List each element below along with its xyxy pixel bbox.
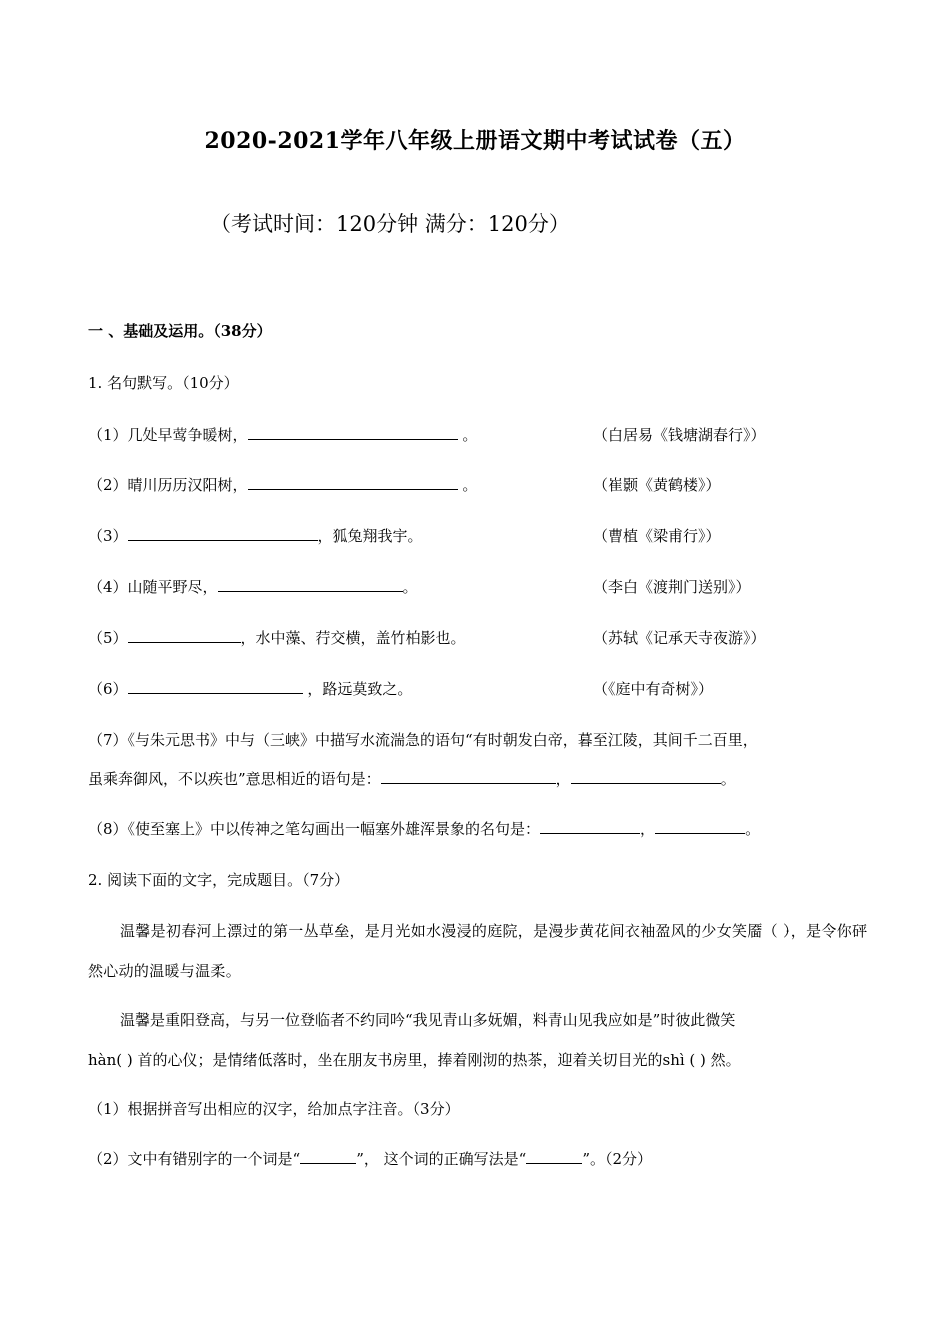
q1-item-3	[88, 525, 868, 546]
item-text: ，	[555, 770, 571, 788]
item-text: 。	[720, 770, 736, 788]
answer-blank[interactable]	[218, 577, 403, 592]
item-text: ，	[640, 820, 656, 838]
answer-blank[interactable]	[248, 475, 458, 490]
answer-blank[interactable]	[128, 679, 303, 694]
item-text: ，路远莫致之。	[302, 680, 413, 698]
answer-blank[interactable]	[540, 819, 640, 834]
answer-blank[interactable]	[300, 1149, 356, 1164]
q1-item-6	[88, 678, 868, 699]
item-text: （2）文中有错别字的一个词是“	[88, 1150, 301, 1168]
item-text: 。	[462, 426, 478, 444]
item-text: （8）《使至塞上》中以传神之笔勾画出一幅塞外雄浑景象的名句是：	[88, 820, 541, 838]
item-text: （1）几处早莺争暖树，	[88, 426, 248, 444]
answer-blank[interactable]	[571, 769, 721, 784]
q1-item-8	[88, 818, 760, 839]
item-text: （5）	[88, 629, 128, 647]
answer-blank[interactable]	[526, 1149, 582, 1164]
item-text: 。	[402, 578, 418, 596]
answer-blank[interactable]	[128, 628, 241, 643]
item-text: ，狐兔翔我宇。	[317, 527, 423, 545]
item-text: （3）	[88, 527, 128, 545]
q2-sub-1: （1）根据拼音写出相应的汉字，给加点字注音。（3分）	[88, 1100, 460, 1118]
q1-item-5	[88, 627, 868, 648]
passage-line: 温馨是重阳登高，与另一位登临者不约同吟“我见青山多妩媚，料青山见我应如是”时彼此微笑	[120, 1011, 736, 1029]
source: （白居易《钱塘湖春行》）	[593, 426, 766, 444]
section-heading: 一 、基础及运用。（38分）	[88, 322, 272, 340]
q1-item-7-line1: （7）《与朱元思书》中与（三峡》中描写水流湍急的语句“有时朝发白帝，暮至江陵，其间千二百里，	[88, 731, 758, 749]
passage-paragraph-2	[88, 1000, 868, 1080]
answer-blank[interactable]	[248, 425, 458, 440]
q2-sub-2	[88, 1148, 652, 1169]
q1-item-4	[88, 576, 868, 597]
answer-blank[interactable]	[381, 769, 556, 784]
q1-item-2	[88, 474, 868, 495]
source: （崔颢《黄鹤楼》）	[593, 476, 721, 494]
item-text: （6）	[88, 680, 128, 698]
passage-paragraph-1	[88, 911, 868, 991]
page-title: 2020-2021学年八年级上册语文期中考试试卷（五）	[204, 128, 746, 154]
item-text: ，水中藻、荇交横，盖竹柏影也。	[240, 629, 466, 647]
answer-blank[interactable]	[128, 526, 318, 541]
item-text: ”。（2分）	[582, 1150, 653, 1168]
question-1-heading: 1. 名句默写。（10分）	[88, 374, 239, 392]
passage-text: （ ），是令你砰然心动的温暖与温柔。	[88, 922, 868, 980]
dotted-char: . 靥	[747, 922, 762, 940]
question-2-heading: 2. 阅读下面的文字，完成题目。（7分）	[88, 871, 350, 889]
source: （《庭中有奇树》）	[593, 680, 714, 698]
q1-item-1	[88, 424, 868, 445]
item-text: 虽乘奔御风，不以疾也”意思相近的语句是：	[88, 770, 381, 788]
source: （苏轼《记承天寺夜游》）	[593, 629, 766, 647]
item-text: 。	[462, 476, 478, 494]
source: （曹植《梁甫行》）	[593, 527, 721, 545]
item-text: ”， 这个词的正确写法是“	[356, 1150, 527, 1168]
exam-info: （考试时间：120分钟 满分：120分）	[210, 212, 570, 236]
passage-text: 温馨是初春河上漂过的第一丛草垒，是月光如水漫浸的庭院，是漫步黄花间衣袖盈风的少女笑	[120, 922, 748, 940]
answer-blank[interactable]	[655, 819, 745, 834]
q1-item-7-line2	[88, 768, 736, 789]
item-text: 。	[745, 820, 761, 838]
source: （李白《渡荆门送别》）	[593, 578, 751, 596]
item-text: （2）晴川历历汉阳树，	[88, 476, 248, 494]
passage-line: hàn( ) 首的心仪；是情绪低落时，坐在朋友书房里，捧着刚沏的热茶，迎着关切目光的shì ( ) 然。	[88, 1051, 741, 1069]
item-text: （4）山随平野尽，	[88, 578, 218, 596]
